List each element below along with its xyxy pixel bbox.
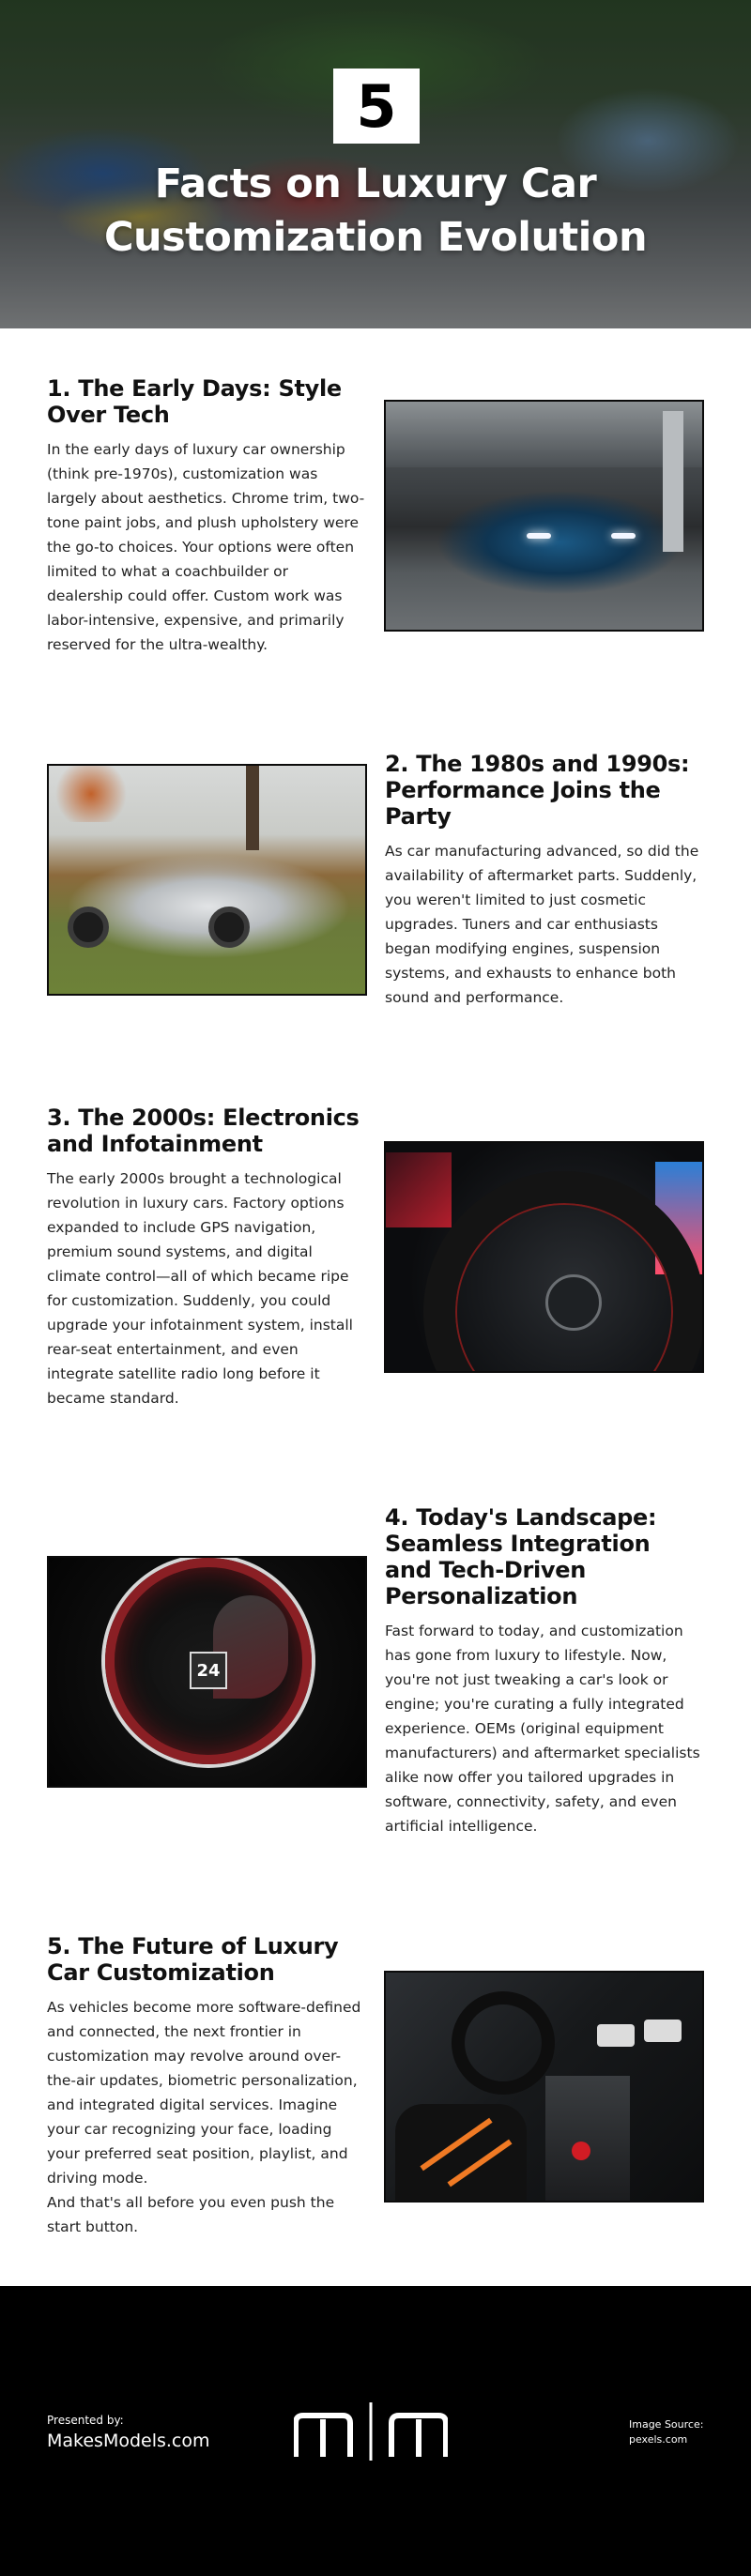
fact-body-1: In the early days of luxury car ownership (think pre-1970s), customization was largely about aesthetics. Chrome trim, two-tone paint jobs, and plush upholstery were the go-to choices. Your options were often limited to what a coachbuilder or dealership could offer. Custom work was labor-intensive, expensive, and primarily reserved for the ultra-wealthy. (47, 441, 365, 653)
fact-heading-1: 1. The Early Days: Style Over Tech (47, 375, 342, 428)
fact-heading-3: 3. The 2000s: Electronics and Infotainment (47, 1105, 360, 1157)
silver-convertible-photo (47, 764, 367, 996)
digital-dashboard-photo (47, 1556, 367, 1788)
page-title-line-1: Facts on Luxury Car (154, 160, 597, 207)
hero-banner (0, 0, 751, 328)
page-title (0, 158, 751, 265)
brand-name: MakesModels.com (47, 2431, 210, 2451)
fact-body-5-closing: And that's all before you even push the start button. (47, 2194, 335, 2235)
sports-car-interior-photo (384, 1971, 704, 2203)
fact-text-2 (385, 751, 704, 1010)
blue-sedan-photo (384, 400, 704, 632)
fact-body-4: Fast forward to today, and customization has gone from luxury to lifestyle. Now, you're not just tweaking a car's look or engine; you're curating a fully integrated experience. OEMs (original equipment manufacturers) and aftermarket specialists alike now offer you tailored upgrades in software, connectivity, safety, and even artificial intelligence. (385, 1623, 700, 1835)
fact-heading-2: 2. The 1980s and 1990s: Performance Joins the Party (385, 751, 690, 830)
page-title-line-2: Customization Evolution (103, 214, 648, 261)
steering-wheel-photo (384, 1141, 704, 1373)
hero-number-badge: 5 (333, 69, 420, 144)
fact-body-5: As vehicles become more software-defined and connected, the next frontier in customization may revolve around over-the-air updates, biometric personalization, and integrated digital services. Imagine your car recognizing your face, loading your preferred seat position, playlist, and driving mode. (47, 1999, 361, 2187)
fact-body-2: As car manufacturing advanced, so did the availability of aftermarket parts. Suddenly, you weren't limited to just cosmetic upgrades. Tuners and car enthusiasts began modifying engines, suspension systems, and exhausts to enhance both sound and performance. (385, 843, 699, 1006)
fact-body-3: The early 2000s brought a technological revolution in luxury cars. Factory options expanded to include GPS navigation, premium sound systems, and digital climate control—all of which became ripe for customization. Suddenly, you could upgrade your infotainment system, install rear-seat entertainment, and even integrate satellite radio long before it became standard. (47, 1170, 353, 1407)
presented-by-label: Presented by: (47, 2414, 124, 2427)
dashboard-clock: 24 (190, 1652, 227, 1689)
fact-text-5 (47, 1933, 366, 2239)
fact-text-1 (47, 375, 366, 657)
image-source-label: Image Source: (629, 2418, 704, 2431)
fact-heading-4: 4. Today's Landscape: Seamless Integration and Tech-Driven Personalization (385, 1504, 657, 1609)
fact-heading-5: 5. The Future of Luxury Car Customization (47, 1933, 339, 1986)
mm-logo-icon (294, 2402, 448, 2461)
fact-text-4 (385, 1504, 704, 1838)
fact-text-3 (47, 1105, 366, 1410)
footer (0, 2286, 751, 2576)
image-source-value: pexels.com (629, 2433, 688, 2446)
